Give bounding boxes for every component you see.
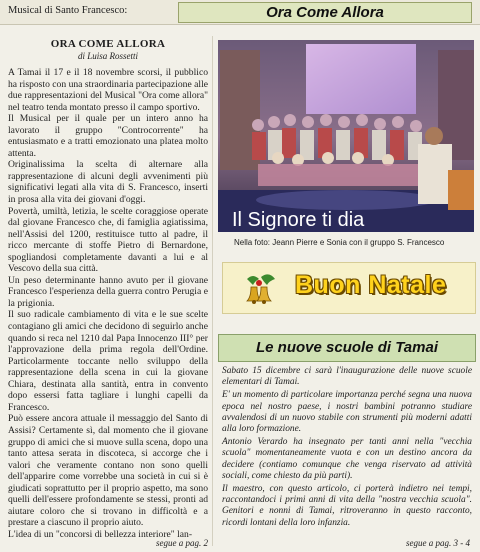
photo-caption: Nella foto: Jeann Pierre e Sonia con il gruppo S. Francesco (234, 238, 445, 247)
christmas-bells-icon (241, 269, 279, 307)
section-title: Le nuove scuole di Tamai (218, 334, 476, 362)
stage-photo (218, 40, 474, 232)
column-divider (212, 36, 213, 546)
schools-article-body (222, 366, 472, 531)
christmas-banner (222, 262, 476, 314)
schools-paragraph: Antonio Verardo ha insegnato per tanti anni nella "vecchia scuola" momentaneamente vuota e con un destino ancora da decidere (contiamo comunque che venga riservato ad attività sociali, come chiesto da più parti). (222, 437, 472, 481)
schools-paragraph: Il maestro, con questo articolo, ci porterà indietro nei tempi, raccontandoci i primi anni di vita della "nostra vecchia scuola". Genitori e nonni di Tamai, ritroveranno in questo racconto, ricordi lontani della loro infanzia. (222, 484, 472, 528)
stage-photo-image (218, 40, 474, 232)
header-section-label: Musical di Santo Francesco: (8, 5, 128, 16)
article-paragraph: Povertà, umiltà, letizia, le scelte coraggiose operate dal giovane Francesco che, di famiglia agiatissima, nell'Assisi del 1200, restituisce tutto al padre, il ricco mercante di stoffe Pietro di Bernardone, spogliandosi completamente davanti a lui e al Vescovo della sua città. (8, 205, 208, 275)
article-continue-note: segue a pag. 2 (156, 538, 208, 548)
article-paragraph: L'idea di un "concorsi di bellezza interiore" lan- (8, 528, 193, 540)
article-paragraph: Può essere ancora attuale il messaggio del Santo di Assisi? Certamente sì, dal momento che il giovane gruppo di amici che si muove sulla scena, dopo una tanto attesa serata in discoteca, si accorge che i valori che veramente contano non sono quelli dell'apparire come vorrebbe una società in cui si è giudicati soprattutto per il proprio aspetto, ma sono quelli dell'essere profondamente se stessi, pronti ad aiutare coloro che si trovano in difficoltà e a prestare a ciascuno il proprio aiuto. (8, 413, 208, 529)
article-byline: di Luisa Rossetti (77, 51, 138, 61)
article-paragraph: Originalissima la scelta di alternare alla rappresentazione di alcuni degli avvenimenti più significativi legati alla vita di S. Francesco, inserti in prosa alla vita dei giovani d'oggi. (8, 159, 208, 206)
article-paragraph: Il suo radicale cambiamento di vita e le sue scelte contagiano gli amici che decidono di seguirlo anche quando si reca nel 1210 dal Papa Innocenzo III° per l'approvazione della prima regola dell'Ordine. Particolarmente toccante nello sviluppo della rappresentazione della scena in cui la giovane Chiara, destinata alla santità, entra in convento dopo essersi fatta tagliare i lunghi capelli da Francesco. (8, 309, 208, 413)
christmas-greeting: Buon Natale (295, 271, 447, 299)
article-title: ORA COME ALLORA (50, 38, 166, 50)
main-article (8, 36, 208, 548)
article-paragraph: Il Musical per il quale per un intero anno ha lavorato il gruppo "Controcorrente" ha entusiasmato e a tratti emozionato una platea molto attenta. (8, 113, 208, 159)
header-title: Ora Come Allora (178, 2, 472, 23)
schools-paragraph: Sabato 15 dicembre ci sarà l'inaugurazione delle nuove scuole elementari di Tamai. (222, 366, 472, 388)
schools-continue-note: segue a pag. 3 - 4 (406, 538, 470, 548)
schools-paragraph: E' un momento di particolare importanza perché segna una nuova epoca nel nostro paese, i nostri bambini potranno studiare avvalendosi di un nuovo stabile con strumenti più moderni adatti alla loro formazione. (222, 390, 472, 435)
article-body (8, 67, 208, 540)
article-paragraph: Un peso determinante hanno avuto per il giovane Francesco l'esperienza della guerra contro Perugia e la prigionia. (8, 274, 208, 309)
page-header (0, 0, 480, 25)
stage-banner-text: Il Signore ti dia (232, 209, 365, 231)
article-paragraph: A Tamai il 17 e il 18 novembre scorsi, il pubblico ha risposto con una straordinaria partecipazione alle due rappresentazioni del Musical "Ora come allora" nel teatro tenda montato presso il campo sportivo. (8, 67, 208, 113)
